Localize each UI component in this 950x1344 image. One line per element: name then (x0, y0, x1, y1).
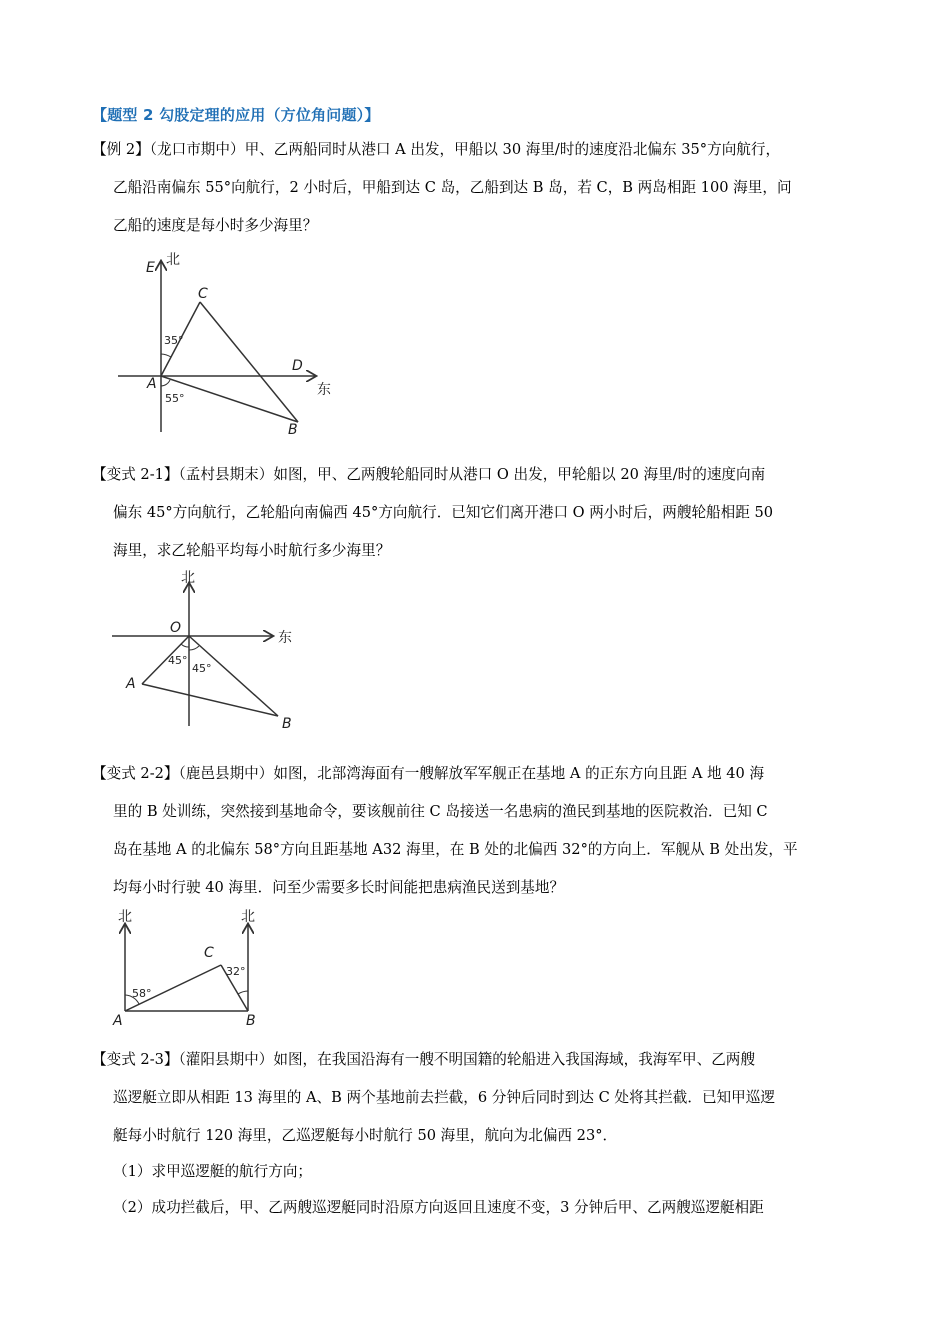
angle-arc-left (181, 644, 189, 647)
variant23-line-1 (92, 1050, 755, 1070)
label-north-b: 北 (241, 909, 255, 925)
variant21-line-2: 偏东 45°方向航行，乙轮船向南偏西 45°方向航行．已知它们离开港口 O 两小时后，两艘轮船相距 50 (113, 504, 774, 521)
example2-text-1: （龙口市期中）甲、乙两船同时从港口 A 出发，甲船以 30 海里/时的速度沿北偏东 35°方向航行， (149, 141, 781, 158)
variant21-text-1: （孟村县期末）如图，甲、乙两艘轮船同时从港口 O 出发，甲轮船以 20 海里/时的速度向南 (178, 466, 766, 483)
label-b: B (282, 716, 292, 732)
segment-ob (189, 636, 278, 716)
variant23-line-2: 巡逻艇立即从相距 13 海里的 A、B 两个基地前去拦截，6 分钟后同时到达 C 处将其拦截．已知甲巡逻 (113, 1089, 775, 1106)
angle-arc-35 (161, 354, 171, 357)
variant23-question-1: （1）求甲巡逻艇的航行方向； (113, 1163, 313, 1180)
variant22-line-1 (92, 764, 764, 784)
label-35deg: 35° (164, 334, 184, 347)
example2-line-2: 乙船沿南偏东 55°向航行，2 小时后，甲船到达 C 岛，乙船到达 B 岛，若 C，B 两岛相距 100 海里，问 (113, 179, 792, 196)
angle-arc-55 (161, 380, 170, 386)
example2-tag: 【例 2】 (92, 141, 150, 158)
variant23-text-1: （灌阳县期中）如图，在我国沿海有一艘不明国籍的轮船进入我国海域，我海军甲、乙两艘 (178, 1051, 755, 1068)
angle-arc-right (189, 646, 199, 650)
label-o: O (170, 620, 182, 636)
variant23-question-2: （2）成功拦截后，甲、乙两艘巡逻艇同时沿原方向返回且速度不变，3 分钟后甲、乙两艘巡逻艇相距 (113, 1199, 764, 1216)
label-north: 北 (166, 252, 180, 268)
segment-cb (200, 302, 298, 422)
variant21-line-3: 海里，求乙轮船平均每小时航行多少海里？ (113, 542, 391, 559)
label-e: E (146, 260, 155, 276)
label-c: C (204, 945, 214, 961)
segment-ab (142, 684, 278, 716)
angle-arc-32 (238, 991, 248, 994)
variant22-tag: 【变式 2-2】 (92, 765, 179, 782)
variant23-line-3: 艇每小时航行 120 海里，乙巡逻艇每小时航行 50 海里，航向为北偏西 23°． (113, 1127, 618, 1144)
variant22-line-3: 岛在基地 A 的北偏东 58°方向且距基地 A32 海里，在 B 处的北偏西 32°的方向上．军舰从 B 处出发，平 (113, 841, 798, 858)
variant22-line-4: 均每小时行驶 40 海里．问至少需要多长时间能把患病渔民送到基地？ (113, 879, 565, 896)
label-45deg-right: 45° (192, 662, 212, 675)
example2-line-3: 乙船的速度是每小时多少海里？ (113, 217, 318, 234)
label-32deg: 32° (226, 965, 246, 978)
label-55deg: 55° (165, 392, 185, 405)
variant22-figure (108, 905, 278, 1030)
label-east: 东 (317, 382, 331, 398)
label-b: B (288, 422, 298, 438)
label-a: A (126, 676, 136, 692)
label-north: 北 (181, 570, 195, 586)
label-58deg: 58° (132, 987, 152, 1000)
example2-figure (110, 250, 350, 440)
variant23-tag: 【变式 2-3】 (92, 1051, 179, 1068)
label-d: D (292, 358, 303, 374)
label-east: 东 (278, 630, 292, 646)
variant21-figure (110, 568, 310, 738)
variant21-line-1 (92, 465, 765, 485)
variant21-tag: 【变式 2-1】 (92, 466, 179, 483)
example2-line-1 (92, 140, 780, 160)
label-a: A (113, 1013, 123, 1029)
label-north-a: 北 (118, 909, 132, 925)
label-45deg-left: 45° (168, 654, 188, 667)
label-b: B (246, 1013, 256, 1029)
label-c: C (198, 286, 208, 302)
variant22-text-1: （鹿邑县期中）如图，北部湾海面有一艘解放军军舰正在基地 A 的正东方向且距 A 地 40 海 (178, 765, 765, 782)
variant22-line-2: 里的 B 处训练，突然接到基地命令，要该舰前往 C 岛接送一名患病的渔民到基地的医院救治．已知 C (113, 803, 768, 820)
section-heading: 【题型 2 勾股定理的应用（方位角问题）】 (92, 106, 380, 124)
label-a: A (147, 376, 157, 392)
